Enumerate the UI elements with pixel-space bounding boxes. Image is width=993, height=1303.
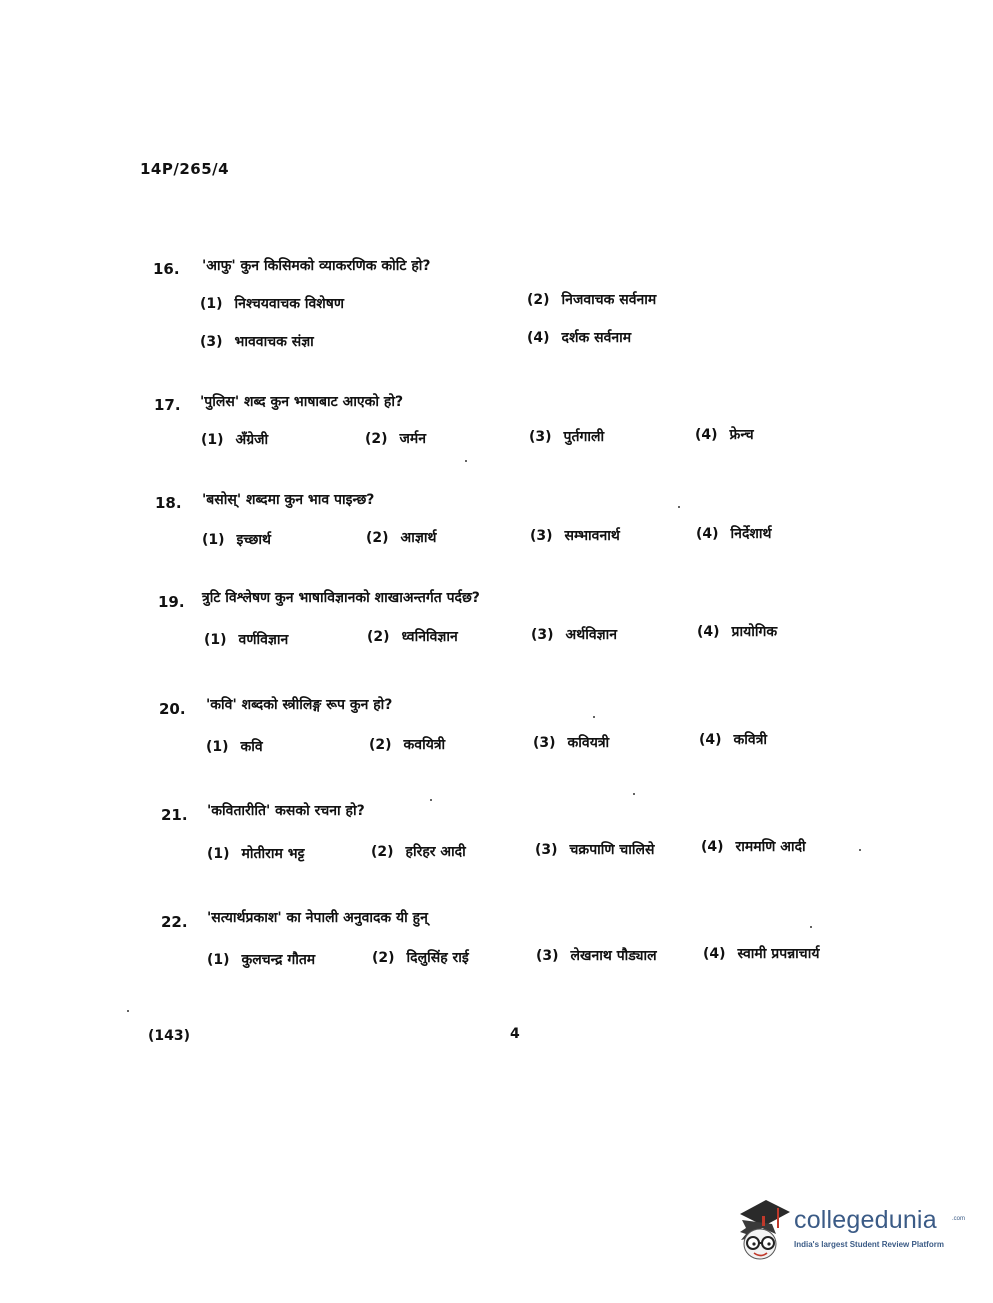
question-text: 'पुलिस' शब्द कुन भाषाबाट आएको हो? bbox=[200, 394, 404, 410]
option-4: (4) फ्रेन्च bbox=[695, 427, 754, 443]
option-1: (1) वर्णविज्ञान bbox=[204, 632, 289, 648]
mascot-icon bbox=[732, 1198, 792, 1268]
collegedunia-logo bbox=[732, 1198, 964, 1268]
scan-speck bbox=[859, 849, 861, 851]
scan-speck bbox=[465, 460, 467, 462]
option-1: (1) कुलचन्द्र गौतम bbox=[207, 952, 316, 968]
option-1: (1) मोतीराम भट्ट bbox=[207, 846, 305, 862]
question-text: 'आफु' कुन किसिमको व्याकरणिक कोटि हो? bbox=[202, 258, 431, 274]
page-number: 4 bbox=[510, 1026, 520, 1042]
logo-domain-suffix: .com bbox=[952, 1216, 966, 1222]
question-number: 17. bbox=[154, 396, 181, 414]
option-2: (2) निजवाचक सर्वनाम bbox=[527, 292, 657, 308]
option-4: (4) प्रायोगिक bbox=[697, 624, 778, 640]
option-1: (1) कवि bbox=[206, 739, 263, 755]
option-3: (3) अर्थविज्ञान bbox=[531, 627, 617, 643]
question-text: 'कवि' शब्दको स्त्रीलिङ्ग रूप कुन हो? bbox=[206, 697, 393, 713]
scan-speck bbox=[593, 716, 595, 718]
scan-speck bbox=[127, 1010, 129, 1012]
option-3: (3) सम्भावनार्थ bbox=[530, 528, 620, 544]
footer-code: (143) bbox=[148, 1028, 191, 1044]
question-text: 'बसोस्' शब्दमा कुन भाव पाइन्छ? bbox=[202, 492, 375, 508]
question-number: 18. bbox=[155, 494, 182, 512]
paper-code: 14P/265/4 bbox=[140, 160, 230, 178]
option-1: (1) निश्चयवाचक विशेषण bbox=[200, 296, 344, 312]
scan-speck bbox=[633, 793, 635, 795]
option-4: (4) दर्शक सर्वनाम bbox=[527, 330, 632, 346]
logo-wordmark: collegedunia bbox=[794, 1206, 937, 1234]
option-2: (2) ध्वनिविज्ञान bbox=[367, 629, 458, 645]
question-number: 20. bbox=[159, 700, 186, 718]
option-4: (4) कवित्री bbox=[699, 732, 768, 748]
question-number: 19. bbox=[158, 593, 185, 611]
option-1: (1) इच्छार्थ bbox=[202, 532, 271, 548]
option-1: (1) अँग्रेजी bbox=[201, 432, 269, 448]
option-2: (2) दिलुसिंह राई bbox=[372, 950, 469, 966]
option-3: (3) पुर्तगाली bbox=[529, 429, 605, 445]
logo-tagline: India's largest Student Review Platform bbox=[794, 1240, 944, 1249]
question-text: 'सत्यार्थप्रकाश' का नेपाली अनुवादक यी हुन् bbox=[207, 910, 428, 926]
scan-speck bbox=[678, 506, 680, 508]
scan-speck bbox=[430, 799, 432, 801]
question-number: 16. bbox=[153, 260, 180, 278]
option-3: (3) भाववाचक संज्ञा bbox=[200, 334, 314, 350]
scan-speck bbox=[810, 926, 812, 928]
question-text: 'कवितारीति' कसको रचना हो? bbox=[207, 803, 365, 819]
option-2: (2) हरिहर आदी bbox=[371, 844, 466, 860]
option-4: (4) राममणि आदी bbox=[701, 839, 806, 855]
option-3: (3) कवियत्री bbox=[533, 735, 610, 751]
option-3: (3) लेखनाथ पौड्याल bbox=[536, 948, 657, 964]
question-number: 21. bbox=[161, 806, 188, 824]
option-2: (2) कवयित्री bbox=[369, 737, 446, 753]
question-text: त्रुटि विश्लेषण कुन भाषाविज्ञानको शाखाअन्तर्गत पर्दछ? bbox=[202, 590, 480, 606]
option-3: (3) चक्रपाणि चालिसे bbox=[535, 842, 655, 858]
option-2: (2) जर्मन bbox=[365, 431, 427, 447]
question-number: 22. bbox=[161, 913, 188, 931]
option-4: (4) निर्देशार्थ bbox=[696, 526, 772, 542]
option-4: (4) स्वामी प्रपन्नाचार्य bbox=[703, 946, 820, 962]
option-2: (2) आज्ञार्थ bbox=[366, 530, 437, 546]
